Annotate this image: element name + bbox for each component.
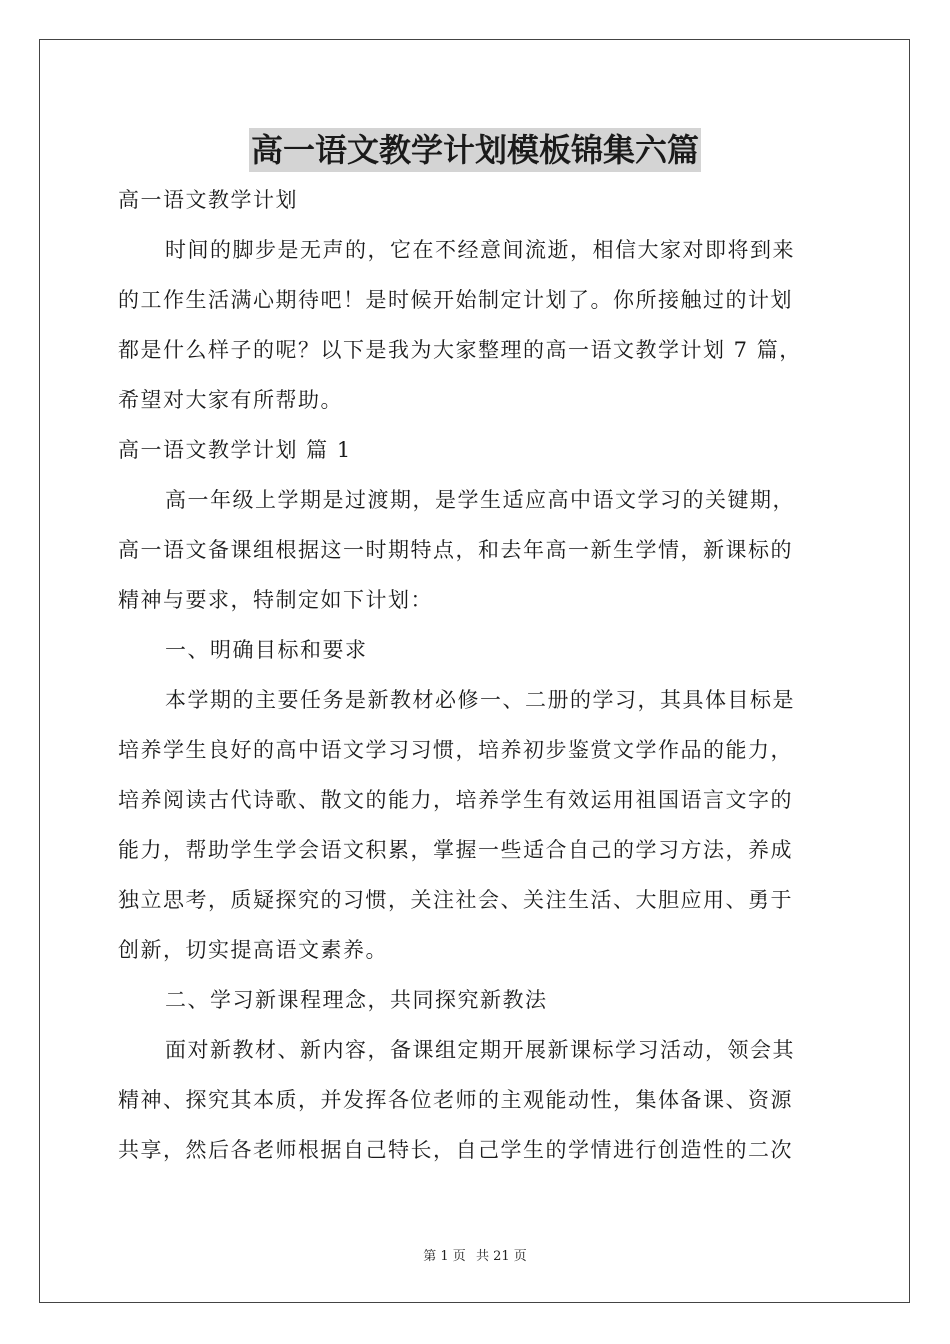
body-line: 一、明确目标和要求 — [165, 638, 368, 662]
body-line: 高一语文备课组根据这一时期特点，和去年高一新生学情，新课标的 — [118, 538, 793, 562]
page-total: 共 21 页 — [475, 1249, 527, 1264]
body-line: 高一语文教学计划 — [118, 188, 298, 212]
body-line: 精神、探究其本质，并发挥各位老师的主观能动性，集体备课、资源 — [118, 1088, 793, 1112]
body-line: 独立思考，质疑探究的习惯，关注社会、关注生活、大胆应用、勇于 — [118, 888, 793, 912]
document-title: 高一语文教学计划模板锦集六篇 — [249, 128, 701, 172]
body-line: 希望对大家有所帮助。 — [118, 388, 343, 412]
body-line: 都是什么样子的呢？以下是我为大家整理的高一语文教学计划 7 篇， — [118, 338, 802, 362]
body-line: 时间的脚步是无声的，它在不经意间流逝，相信大家对即将到来 — [165, 238, 795, 262]
document-body — [118, 175, 834, 1175]
body-line: 能力，帮助学生学会语文积累，掌握一些适合自己的学习方法，养成 — [118, 838, 793, 862]
body-line: 创新，切实提高语文素养。 — [118, 938, 388, 962]
body-line: 面对新教材、新内容，备课组定期开展新课标学习活动，领会其 — [165, 1038, 795, 1062]
body-line: 共享，然后各老师根据自己特长，自己学生的学情进行创造性的二次 — [118, 1138, 793, 1162]
page-number: 第 1 页 — [423, 1249, 466, 1264]
body-line: 精神与要求，特制定如下计划： — [118, 588, 433, 612]
body-line: 高一语文教学计划 篇 1 — [118, 438, 352, 462]
body-line: 培养学生良好的高中语文学习习惯，培养初步鉴赏文学作品的能力， — [118, 738, 793, 762]
title-area — [0, 128, 950, 172]
page-footer — [0, 1245, 950, 1264]
body-line: 二、学习新课程理念，共同探究新教法 — [165, 988, 548, 1012]
body-line: 高一年级上学期是过渡期，是学生适应高中语文学习的关键期， — [165, 488, 795, 512]
body-line: 的工作生活满心期待吧！是时候开始制定计划了。你所接触过的计划 — [118, 288, 793, 312]
body-line: 本学期的主要任务是新教材必修一、二册的学习，其具体目标是 — [165, 688, 795, 712]
body-line: 培养阅读古代诗歌、散文的能力，培养学生有效运用祖国语言文字的 — [118, 788, 793, 812]
